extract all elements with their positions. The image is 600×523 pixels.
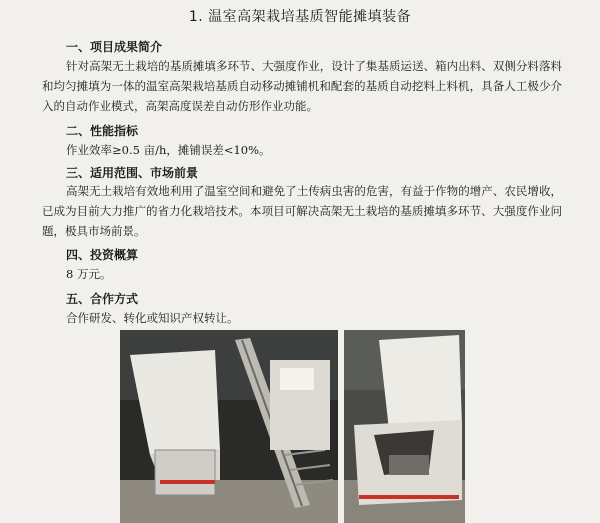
section-5-heading: 五、合作方式 xyxy=(66,292,139,306)
section-3-body: 高架无土栽培有效地利用了温室空间和避免了土传病虫害的危害，有益于作物的增产、农民增收，已成为目前大力推广的省力化栽培技术。本项目可解决高架无土栽培的基质摊填多环节、大强度作业问题，极具市场前景。 xyxy=(42,184,562,238)
section-4-body: 8 万元。 xyxy=(66,267,112,281)
machine-photo-right xyxy=(344,330,465,523)
section-2-heading: 二、性能指标 xyxy=(66,124,139,138)
section-3-heading: 三、适用范围、市场前景 xyxy=(66,166,199,180)
section-2-body: 作业效率≥0.5 亩/h，摊铺误差<10%。 xyxy=(66,143,271,157)
section-1-body: 针对高架无土栽培的基质摊填多环节、大强度作业，设计了集基质运送、箱内出料、双侧分料落料和均匀摊填为一体的温室高架栽培基质自动移动摊铺机和配套的基质自动挖料上料机，具备人工极少介入的自动作业模式，高架高度误差自动仿形作业功能。 xyxy=(42,59,562,113)
section-1-heading: 一、项目成果简介 xyxy=(66,40,163,54)
section-5-body: 合作研发、转化或知识产权转让。 xyxy=(66,311,239,325)
section-4-heading: 四、投资概算 xyxy=(66,248,139,262)
machine-photo-left xyxy=(120,330,338,523)
document-title: 1. 温室高架栽培基质智能摊填装备 xyxy=(188,9,412,25)
